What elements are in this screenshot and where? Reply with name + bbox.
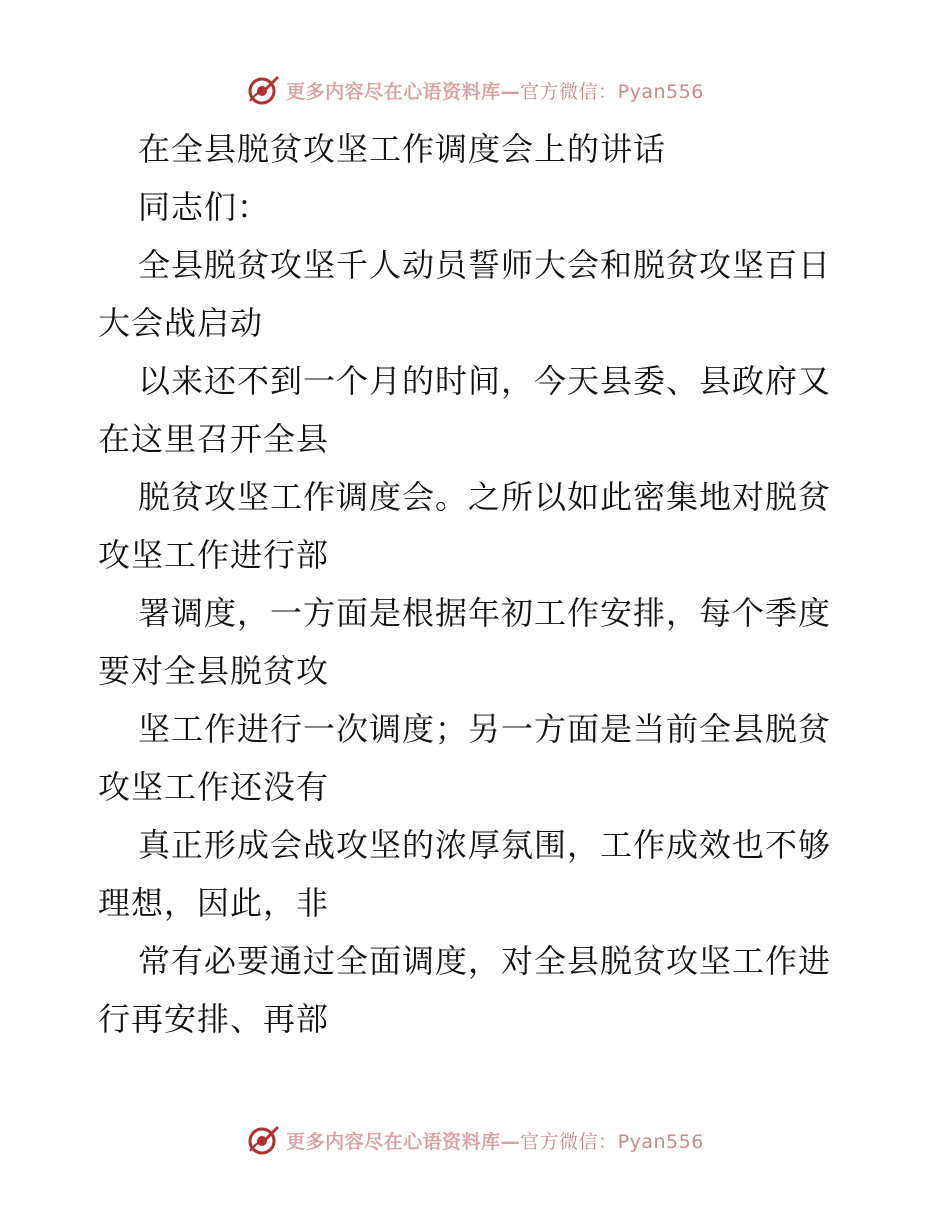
document-body (98, 120, 858, 1048)
banner-wechat: 官方微信：Pyan556 (520, 80, 704, 103)
paragraph: 真正形成会战攻坚的浓厚氛围，工作成效也不够理想，因此，非 (98, 826, 832, 922)
paragraph: 全县脱贫攻坚千人动员誓师大会和脱贫攻坚百日大会战启动 (98, 246, 832, 342)
pen-circle-logo-icon (246, 1123, 280, 1157)
header-banner (0, 70, 950, 110)
paragraph: 常有必要通过全面调度，对全县脱贫攻坚工作进行再安排、再部 (98, 942, 832, 1038)
footer-banner (0, 1120, 950, 1160)
banner-slogan: 更多内容尽在心语资料库— (286, 1130, 521, 1153)
salutation: 同志们： (138, 188, 271, 226)
document-title: 在全县脱贫攻坚工作调度会上的讲话 (138, 130, 667, 168)
paragraph: 坚工作进行一次调度；另一方面是当前全县脱贫攻坚工作还没有 (98, 710, 832, 806)
banner-slogan: 更多内容尽在心语资料库— (286, 80, 521, 103)
paragraph: 署调度，一方面是根据年初工作安排，每个季度要对全县脱贫攻 (98, 594, 832, 690)
banner-wechat: 官方微信：Pyan556 (520, 1130, 704, 1153)
pen-circle-logo-icon (246, 73, 280, 107)
paragraph: 脱贫攻坚工作调度会。之所以如此密集地对脱贫攻坚工作进行部 (98, 478, 832, 574)
paragraph: 以来还不到一个月的时间，今天县委、县政府又在这里召开全县 (98, 362, 832, 458)
banner-text (286, 1127, 704, 1154)
banner-text (286, 77, 704, 104)
